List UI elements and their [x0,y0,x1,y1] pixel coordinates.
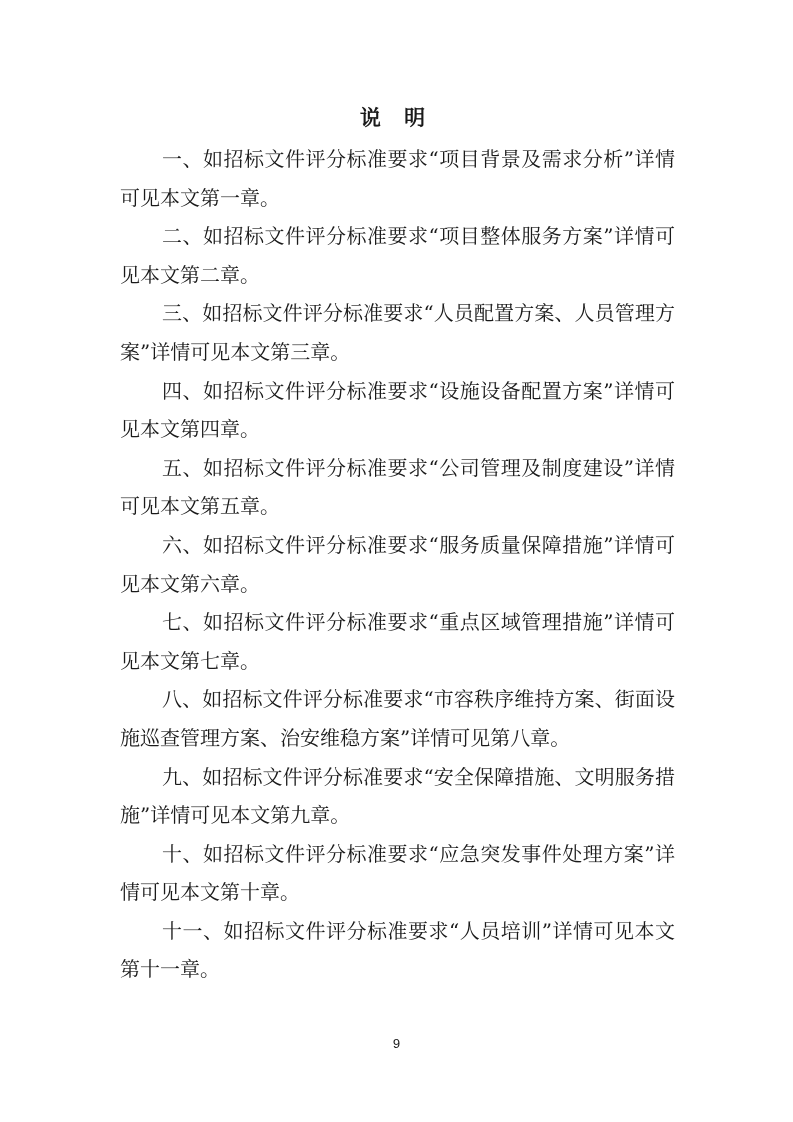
page-title: 说 明 [359,106,434,130]
paragraph-7: 七、如招标文件评分标准要求“重点区域管理措施”详情可见本文第七章。 [120,610,675,673]
paragraph-9: 九、如招标文件评分标准要求“安全保障措施、文明服务措施”详情可见本文第九章。 [120,764,675,828]
paragraph-8: 八、如招标文件评分标准要求“市容秩序维持方案、街面设施巡查管理方案、治安维稳方案”详情可见第八章。 [120,687,675,750]
paragraph-5: 五、如招标文件评分标准要求“公司管理及制度建设”详情可见本文第五章。 [120,455,675,519]
document-body [120,140,675,989]
paragraph-1: 一、如招标文件评分标准要求“项目背景及需求分析”详情可见本文第一章。 [120,147,675,210]
paragraph-3: 三、如招标文件评分标准要求“人员配置方案、人员管理方案”详情可见本文第三章。 [120,301,675,364]
paragraph-4: 四、如招标文件评分标准要求“设施设备配置方案”详情可见本文第四章。 [120,378,675,442]
page-number: 9 [392,1036,401,1051]
paragraph-11: 十一、如招标文件评分标准要求“人员培训”详情可见本文第十一章。 [120,918,675,982]
paragraph-6: 六、如招标文件评分标准要求“服务质量保障措施”详情可见本文第六章。 [120,532,675,596]
paragraph-10: 十、如招标文件评分标准要求“应急突发事件处理方案”详情可见本文第十章。 [120,841,675,905]
paragraph-2: 二、如招标文件评分标准要求“项目整体服务方案”详情可见本文第二章。 [120,224,675,287]
